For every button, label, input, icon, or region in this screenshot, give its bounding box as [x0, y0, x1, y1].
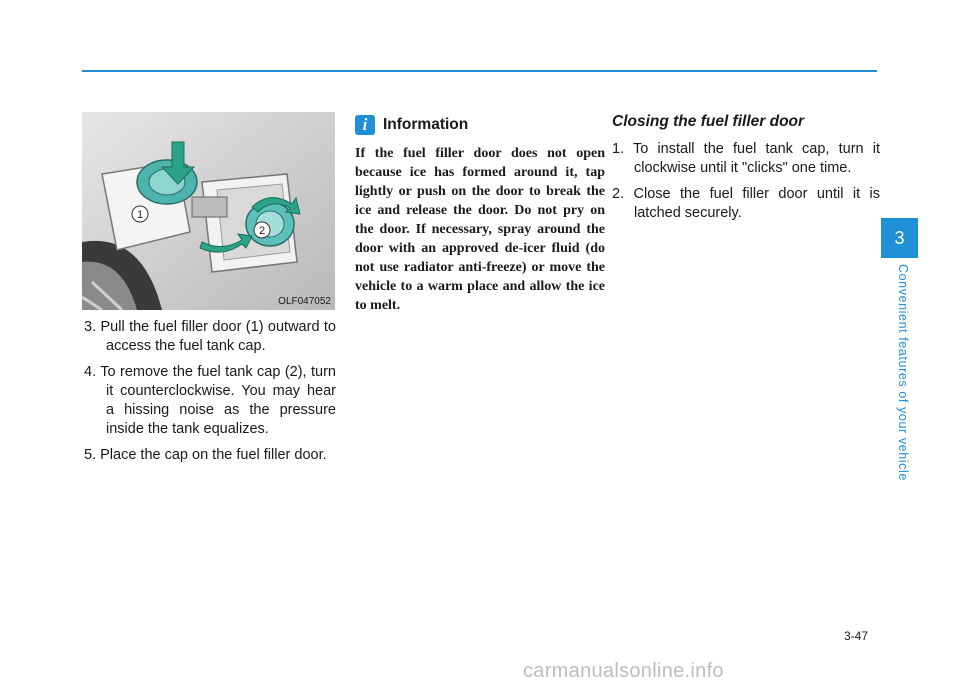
closing-step-2: 2. Close the fuel filler door until it is latched securely.: [612, 186, 880, 221]
chapter-tab: 3: [881, 218, 918, 258]
page-number: 3-47: [844, 629, 869, 643]
closing-title: Closing the fuel filler door: [612, 113, 805, 130]
information-title: Information: [383, 116, 469, 133]
top-rule: [82, 70, 877, 72]
watermark: carmanualsonline.info: [523, 660, 724, 682]
left-instructions: [84, 318, 336, 472]
callout-2: 2: [258, 225, 266, 237]
step-3: 3. Pull the fuel filler door (1) outward to access the fuel tank cap.: [84, 319, 336, 354]
closing-step-1: 1. To install the fuel tank cap, turn it clockwise until it "clicks" one time.: [612, 141, 880, 176]
callout-1: 1: [136, 209, 144, 221]
fuel-door-illustration: [82, 112, 335, 310]
information-body: If the fuel filler door does not open because ice has formed around it, tap lightly or push on the door to break the ice and release the door. Do not pry on the door. If necessary, spray around the door with an approved de-icer fluid (do not use radiator anti-freeze) or move the vehicle to a warm place and allow the ice to melt.: [355, 146, 605, 313]
fuel-door-drawing: [82, 112, 335, 310]
closing-section: [612, 112, 880, 230]
step-5: 5. Place the cap on the fuel filler door.: [84, 447, 327, 463]
info-icon: i: [355, 115, 375, 135]
chapter-label: Convenient features of your vehicle: [896, 264, 910, 481]
figure-code: OLF047052: [278, 296, 331, 307]
information-box: [355, 112, 605, 315]
step-4: 4. To remove the fuel tank cap (2), turn it counterclockwise. You may hear a hissing noise as the pressure inside the tank equalizes.: [84, 364, 336, 437]
information-header: [355, 112, 605, 138]
